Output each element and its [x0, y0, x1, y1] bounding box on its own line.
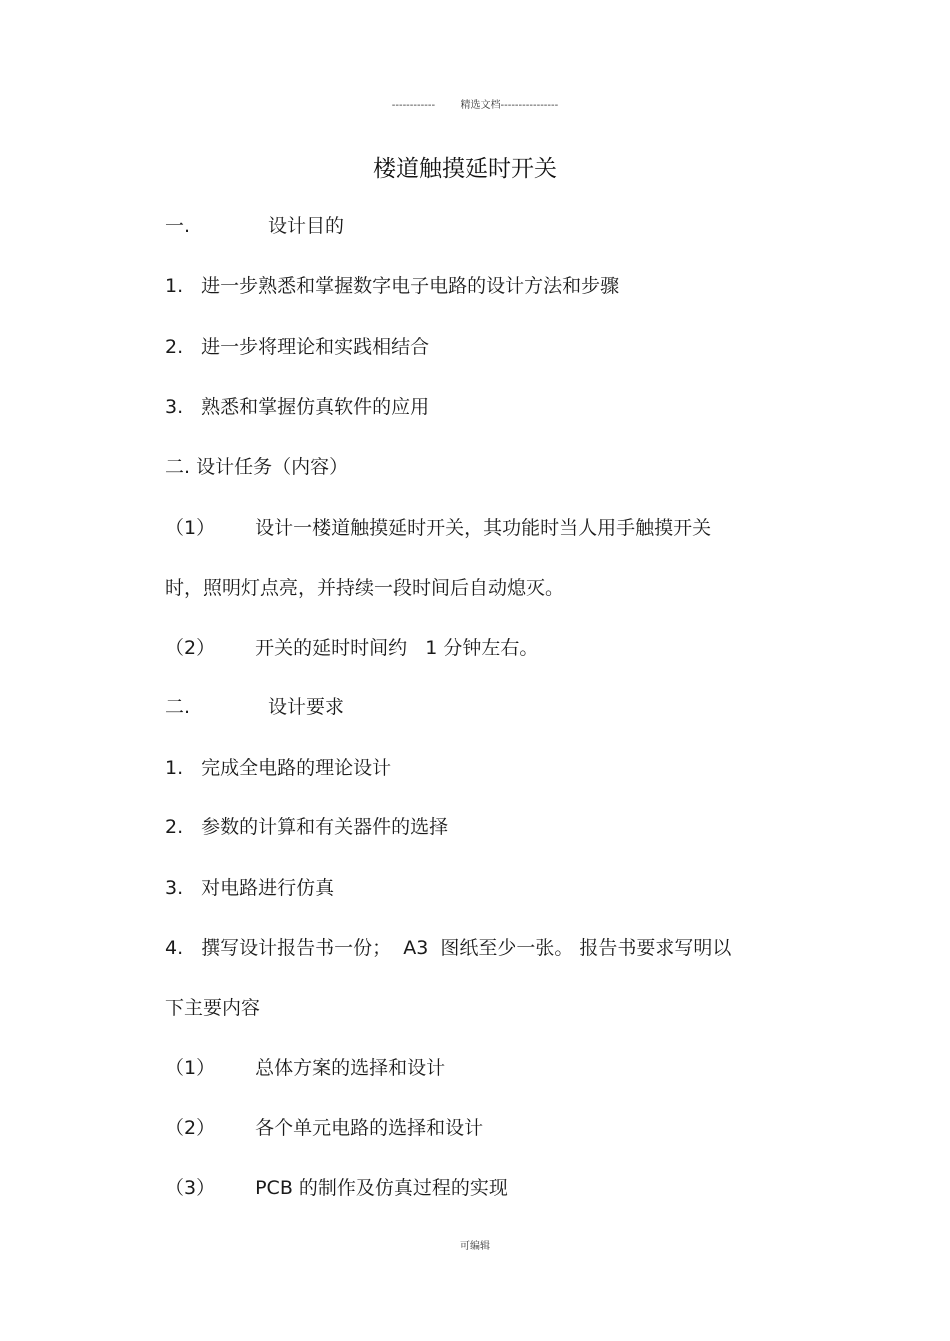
- list-item: [165, 756, 391, 780]
- section-heading-task: 二. 设计任务（内容）: [165, 456, 349, 478]
- section-title: 设计目的: [268, 215, 345, 237]
- section-number: 一.: [165, 215, 191, 237]
- header-left-dashes: ------------: [391, 100, 436, 111]
- item-text: 开关的延时时间约 1 分钟左右。: [255, 637, 539, 659]
- section-heading-purpose: [165, 214, 344, 238]
- item-number: （1）: [165, 517, 216, 539]
- item-number: 1.: [165, 275, 184, 297]
- list-item: [165, 1176, 508, 1200]
- item-text: 各个单元电路的选择和设计: [255, 1117, 484, 1139]
- item-number: 3.: [165, 877, 184, 899]
- item-text: 完成全电路的理论设计: [201, 757, 392, 779]
- list-item: [165, 274, 619, 298]
- list-item: [165, 1056, 445, 1080]
- section-title: 设计要求: [268, 696, 345, 718]
- section-heading-requirements: [165, 695, 344, 719]
- list-item: [165, 936, 731, 960]
- item-text: 总体方案的选择和设计: [255, 1057, 446, 1079]
- item-number: （2）: [165, 637, 216, 659]
- header-right-dashes: ----------------: [500, 100, 559, 111]
- list-item: [165, 1116, 483, 1140]
- list-item: [165, 335, 429, 359]
- page-header: [0, 96, 950, 111]
- item-text: 参数的计算和有关器件的选择: [201, 816, 449, 838]
- page-footer: 可编辑: [460, 1241, 490, 1252]
- item-text: 撰写设计报告书一份； A3 图纸至少一张。 报告书要求写明以: [201, 937, 732, 959]
- item-number: 1.: [165, 757, 184, 779]
- list-item: [165, 516, 711, 540]
- item-number: 2.: [165, 336, 184, 358]
- item-number: 4.: [165, 937, 184, 959]
- item-number: 3.: [165, 396, 184, 418]
- item-text: 对电路进行仿真: [201, 877, 335, 899]
- list-item: [165, 636, 538, 660]
- list-item: [165, 395, 429, 419]
- list-item: [165, 815, 448, 839]
- item-text: 熟悉和掌握仿真软件的应用: [201, 396, 430, 418]
- item-number: （1）: [165, 1057, 216, 1079]
- document-title: 楼道触摸延时开关: [373, 156, 557, 182]
- section-number: 二.: [165, 696, 191, 718]
- item-text: PCB 的制作及仿真过程的实现: [255, 1177, 508, 1199]
- item-text: 设计一楼道触摸延时开关，其功能时当人用手触摸开关: [255, 517, 712, 539]
- item-text: 进一步将理论和实践相结合: [201, 336, 430, 358]
- item-text: 进一步熟悉和掌握数字电子电路的设计方法和步骤: [201, 275, 620, 297]
- item-number: 2.: [165, 816, 184, 838]
- list-item: [165, 876, 334, 900]
- paragraph-continuation: 下主要内容: [165, 997, 261, 1019]
- item-number: （3）: [165, 1177, 216, 1199]
- paragraph-continuation: 时，照明灯点亮，并持续一段时间后自动熄灭。: [165, 577, 565, 599]
- header-label: 精选文档: [460, 100, 501, 111]
- item-number: （2）: [165, 1117, 216, 1139]
